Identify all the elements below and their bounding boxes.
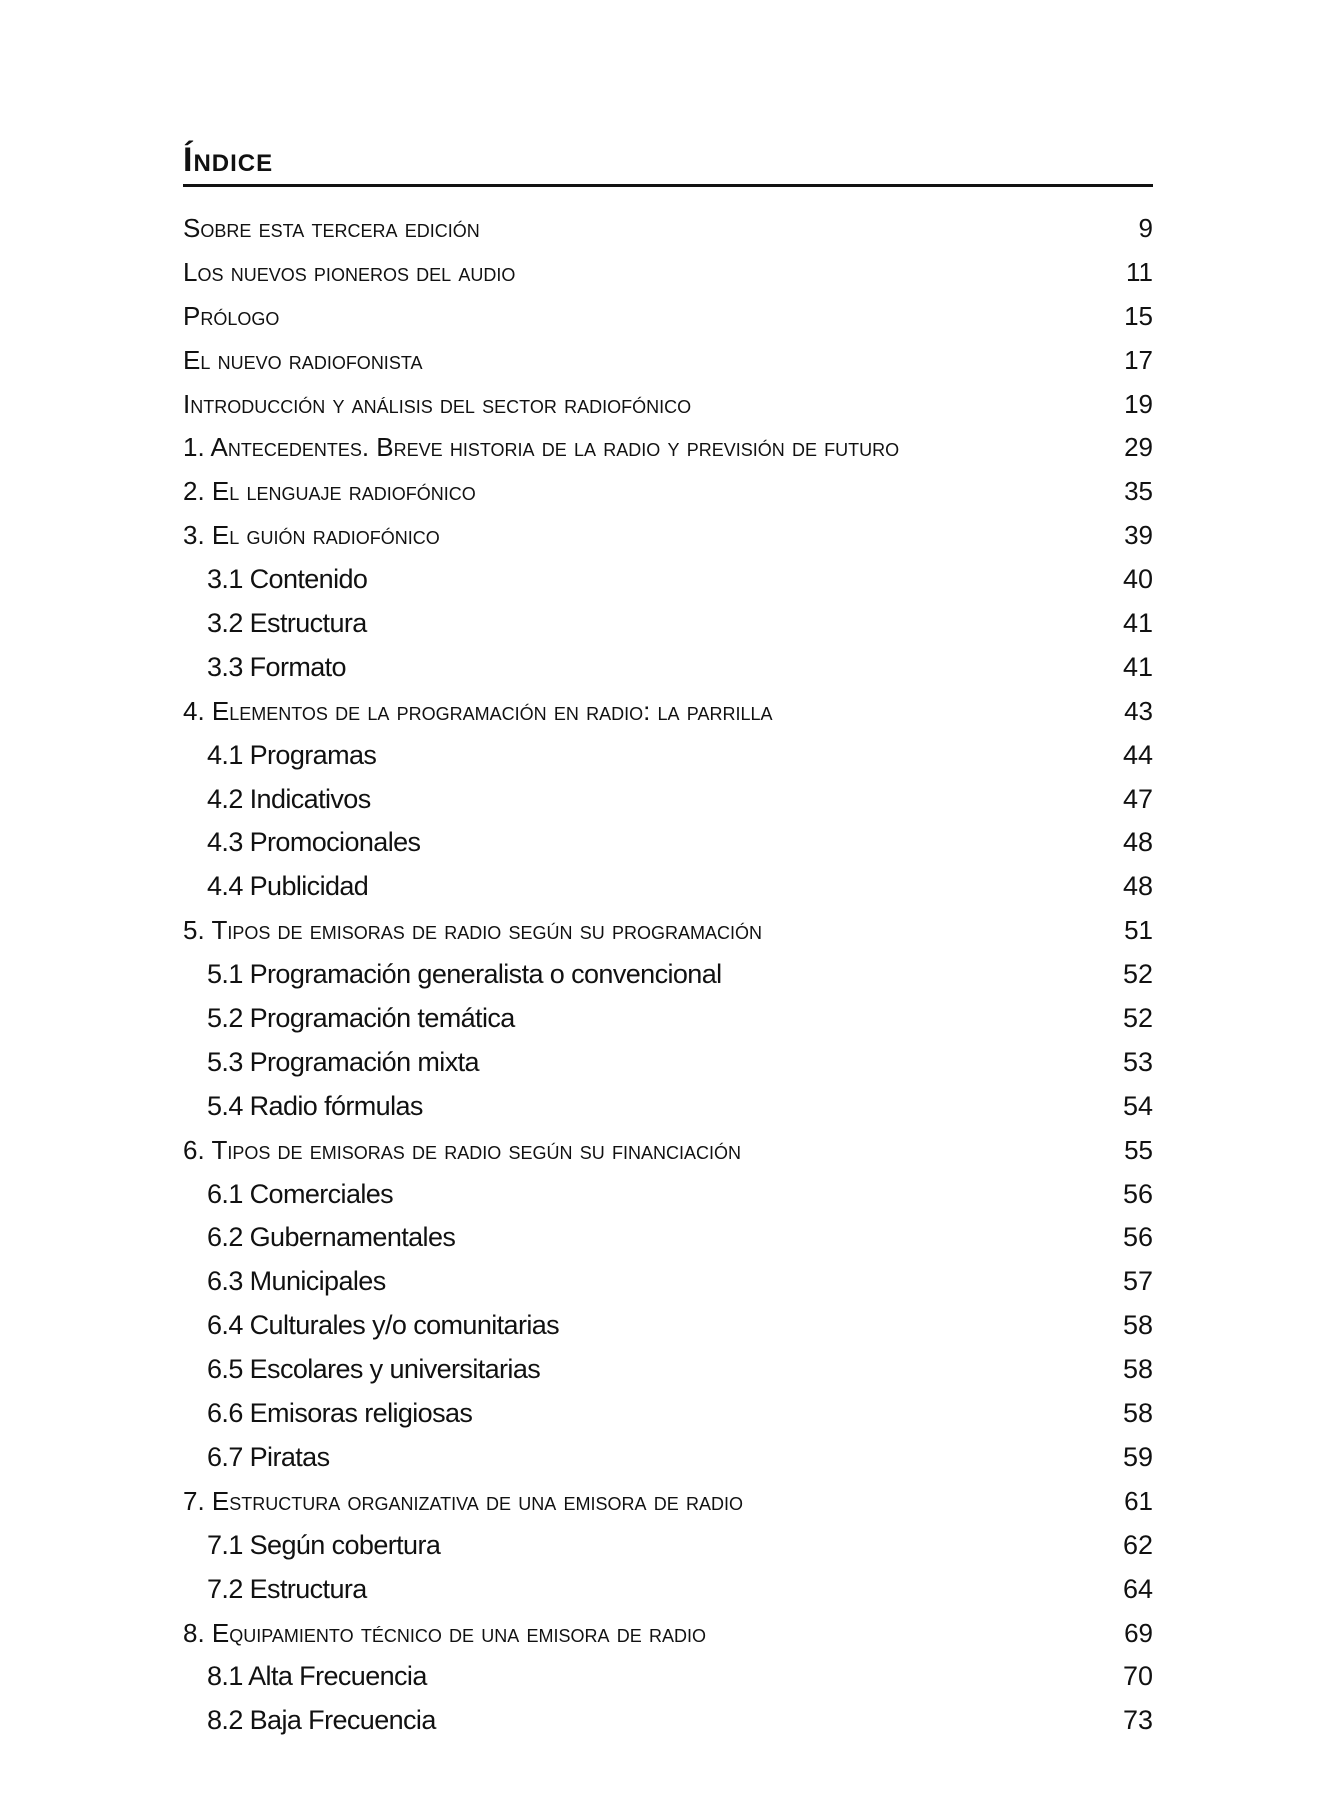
toc-page-number: 58 [1122, 1398, 1153, 1429]
toc-entry-label: 7. Estructura organizativa de una emisora de radio [183, 1485, 743, 1516]
toc-chapter-entry[interactable] [183, 295, 1153, 339]
toc-entry-label: 6.4 Culturales y/o comunitarias [207, 1310, 560, 1341]
toc-chapter-entry[interactable] [183, 1480, 1153, 1524]
toc-page-number: 29 [1124, 432, 1153, 463]
toc-entry-label: 2. El lenguaje radiofónico [183, 476, 476, 507]
toc-entry-label: 4.2 Indicativos [207, 783, 371, 814]
toc-entry-label: 4.1 Programas [207, 739, 377, 770]
toc-entry-label: 8.2 Baja Frecuencia [207, 1705, 436, 1736]
dot-leader [484, 228, 1135, 229]
toc-entry-label: 6.6 Emisoras religiosas [207, 1398, 473, 1429]
dot-leader [519, 272, 1122, 273]
toc-section-entry[interactable] [183, 646, 1153, 690]
toc-entry-label: 5.4 Radio fórmulas [207, 1090, 423, 1121]
toc-page-number: 54 [1122, 1090, 1153, 1121]
toc-entry-label: 6.2 Gubernamentales [207, 1222, 456, 1253]
toc-chapter-entry[interactable] [183, 470, 1153, 514]
toc-section-entry[interactable] [183, 1348, 1153, 1392]
toc-page-number: 39 [1124, 520, 1153, 551]
dot-leader [695, 404, 1120, 405]
toc-entry-label: 5.1 Programación generalista o convencional [207, 959, 722, 990]
toc-page-number: 41 [1122, 608, 1153, 639]
toc-chapter-entry[interactable] [183, 426, 1153, 470]
toc-section-entry[interactable] [183, 1041, 1153, 1085]
toc-entry-label: 6.5 Escolares y universitarias [207, 1354, 541, 1385]
toc-page-number: 52 [1122, 1003, 1153, 1034]
toc-section-entry[interactable] [183, 865, 1153, 909]
toc-entry-label: Prólogo [183, 300, 280, 331]
toc-entry-label: 3.1 Contenido [207, 564, 368, 595]
toc-section-entry[interactable] [183, 821, 1153, 865]
toc-page-number: 35 [1124, 476, 1153, 507]
toc-section-entry[interactable] [183, 1304, 1153, 1348]
toc-page-number: 61 [1124, 1485, 1153, 1516]
toc-chapter-entry[interactable] [183, 690, 1153, 734]
toc-section-entry[interactable] [183, 778, 1153, 822]
toc-page-number: 43 [1124, 695, 1153, 726]
dot-leader [444, 536, 1120, 537]
toc-section-entry[interactable] [183, 997, 1153, 1041]
toc-page-number: 48 [1122, 871, 1153, 902]
toc-page-number: 73 [1122, 1705, 1153, 1736]
toc-section-entry[interactable] [183, 1392, 1153, 1436]
dot-leader [480, 492, 1120, 493]
toc-entry-label: Los nuevos pioneros del audio [183, 256, 516, 287]
toc-section-entry[interactable] [183, 1524, 1153, 1568]
toc-page-number: 19 [1124, 388, 1153, 419]
toc-section-entry[interactable] [183, 734, 1153, 778]
toc-entry-label: 5.3 Programación mixta [207, 1046, 479, 1077]
toc-page-number: 56 [1122, 1222, 1153, 1253]
dot-leader [777, 711, 1121, 712]
toc-entry-label: 5. Tipos de emisoras de radio según su programación [183, 915, 762, 946]
toc-page-number: 40 [1122, 564, 1153, 595]
title-block [183, 140, 1153, 187]
dot-leader [766, 931, 1120, 932]
toc-page-number: 62 [1122, 1529, 1153, 1560]
toc-chapter-entry[interactable] [183, 339, 1153, 383]
toc-section-entry[interactable] [183, 558, 1153, 602]
toc-chapter-entry[interactable] [183, 1129, 1153, 1173]
toc-page-number: 51 [1124, 915, 1153, 946]
toc-page-number: 55 [1124, 1134, 1153, 1165]
toc-page-number: 9 [1138, 213, 1153, 243]
toc-entry-label: 6.1 Comerciales [207, 1178, 394, 1209]
toc-section-entry[interactable] [183, 1699, 1153, 1743]
toc-page-number: 47 [1122, 783, 1153, 814]
dot-leader [426, 360, 1120, 361]
toc-entry-label: 3. El guión radiofónico [183, 520, 440, 551]
toc-entry-label: 1. Antecedentes. Breve historia de la radio y previsión de futuro [183, 432, 900, 463]
toc-page-number: 57 [1122, 1266, 1153, 1297]
toc-page-number: 48 [1122, 827, 1153, 858]
toc-section-entry[interactable] [183, 602, 1153, 646]
toc-entry-label: 3.2 Estructura [207, 608, 367, 639]
toc-entry-label: 4.4 Publicidad [207, 871, 369, 902]
toc-entry-label: Introducción y análisis del sector radiofónico [183, 388, 692, 419]
toc-entry-label: 8. Equipamiento técnico de una emisora de radio [183, 1617, 706, 1648]
page-title: Índice [183, 141, 274, 179]
toc-entry-label: El nuevo radiofonista [183, 344, 423, 375]
toc-entry-label: 4.3 Promocionales [207, 827, 421, 858]
dot-leader [745, 1150, 1120, 1151]
toc-section-entry[interactable] [183, 1173, 1153, 1217]
toc-page-number: 41 [1122, 651, 1153, 682]
toc-entry-label: 6.7 Piratas [207, 1441, 330, 1472]
toc-section-entry[interactable] [183, 1260, 1153, 1304]
toc-page-number: 58 [1122, 1354, 1153, 1385]
toc-page-number: 69 [1124, 1617, 1153, 1648]
toc-entry-label: 3.3 Formato [207, 651, 346, 682]
dot-leader [710, 1633, 1120, 1634]
dot-leader [747, 1501, 1120, 1502]
toc-chapter-entry[interactable] [183, 514, 1153, 558]
toc-entry-label: 4. Elementos de la programación en radio: la parrilla [183, 695, 773, 726]
toc-entry-label: 7.2 Estructura [207, 1573, 367, 1604]
dot-leader [903, 448, 1120, 449]
toc-page-number: 15 [1124, 300, 1153, 331]
toc-chapter-entry[interactable] [183, 207, 1153, 251]
toc-page-number: 56 [1122, 1178, 1153, 1209]
toc-page-number: 44 [1122, 739, 1153, 770]
toc-page-number: 58 [1122, 1310, 1153, 1341]
toc-entry-label: 6.3 Municipales [207, 1266, 386, 1297]
toc-section-entry[interactable] [183, 1216, 1153, 1260]
toc-page-number: 53 [1122, 1046, 1153, 1077]
table-of-contents [183, 207, 1153, 1743]
toc-chapter-entry[interactable] [183, 383, 1153, 427]
toc-chapter-entry[interactable] [183, 251, 1153, 295]
toc-section-entry[interactable] [183, 1655, 1153, 1699]
toc-entry-label: 8.1 Alta Frecuencia [207, 1661, 427, 1692]
dot-leader [283, 316, 1120, 317]
toc-page-number: 70 [1122, 1661, 1153, 1692]
toc-section-entry[interactable] [183, 1085, 1153, 1129]
toc-section-entry[interactable] [183, 1436, 1153, 1480]
toc-entry-label: 7.1 Según cobertura [207, 1529, 441, 1560]
toc-entry-label: Sobre esta tercera edición [183, 213, 480, 243]
toc-chapter-entry[interactable] [183, 909, 1153, 953]
toc-page-number: 59 [1122, 1441, 1153, 1472]
toc-page-number: 11 [1126, 256, 1153, 287]
toc-section-entry[interactable] [183, 1568, 1153, 1612]
toc-page-number: 64 [1122, 1573, 1153, 1604]
toc-page-number: 52 [1122, 959, 1153, 990]
toc-section-entry[interactable] [183, 953, 1153, 997]
toc-entry-label: 6. Tipos de emisoras de radio según su financiación [183, 1134, 741, 1165]
toc-page-number: 17 [1124, 344, 1153, 375]
toc-chapter-entry[interactable] [183, 1612, 1153, 1656]
toc-entry-label: 5.2 Programación temática [207, 1003, 515, 1034]
